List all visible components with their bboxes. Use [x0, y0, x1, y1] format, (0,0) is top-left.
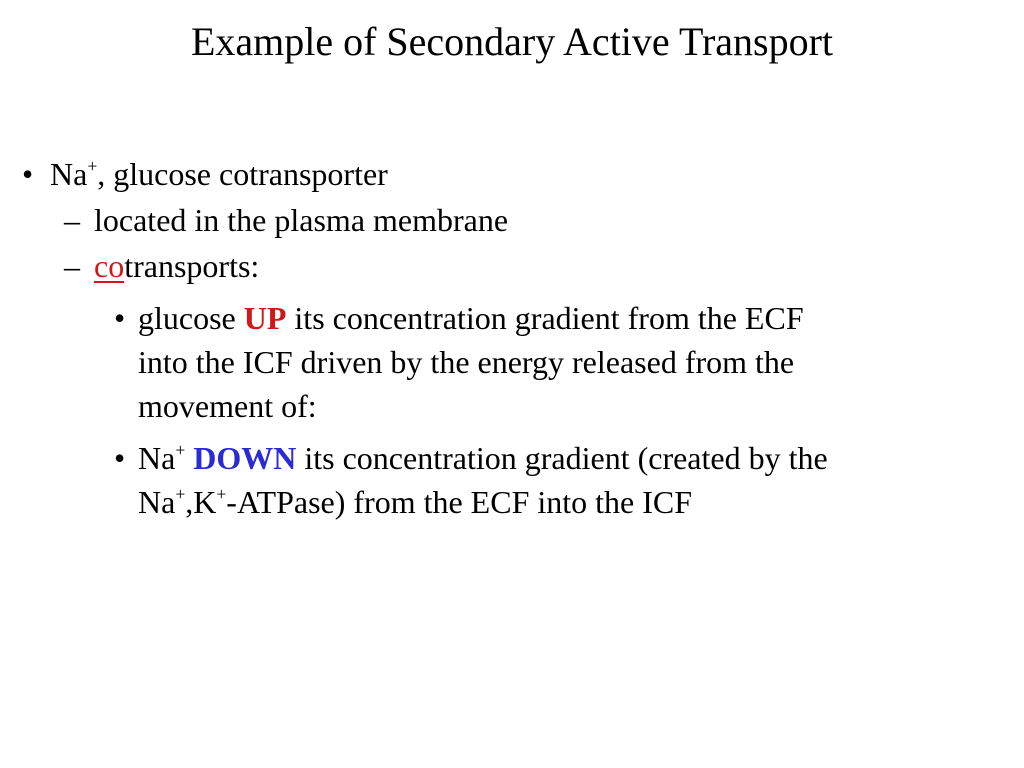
cotransports-rest: transports:	[124, 248, 260, 284]
na-text: Na	[50, 156, 88, 192]
superscript-plus: +	[87, 155, 98, 176]
glucose-text: glucose	[138, 300, 236, 336]
bullet-rest-text: , glucose cotransporter	[97, 156, 388, 192]
k-text: ,K	[185, 484, 217, 520]
down-emphasis: DOWN	[193, 440, 297, 476]
slide-title: Example of Secondary Active Transport	[190, 19, 834, 64]
dash-marker: –	[64, 248, 80, 284]
na-text: Na	[138, 440, 176, 476]
na-down-line	[138, 436, 828, 480]
glucose-line-2: into the ICF driven by the energy released from the	[138, 344, 795, 380]
superscript-plus: +	[175, 439, 186, 460]
atpase-rest-text: -ATPase) from the ECF into the ICF	[226, 484, 693, 520]
sub-bullet-cotransports	[94, 244, 259, 288]
up-emphasis: UP	[243, 300, 287, 336]
dash-marker: –	[64, 202, 80, 238]
bullet-marker: •	[114, 300, 126, 336]
superscript-plus: +	[175, 483, 186, 504]
glucose-line-3: movement of:	[138, 388, 317, 424]
bullet-na-glucose-cotransporter	[50, 152, 388, 196]
na-k-atpase-line	[138, 480, 692, 524]
co-emphasis: co	[94, 248, 125, 284]
superscript-plus: +	[216, 483, 227, 504]
glucose-up-line	[138, 296, 804, 340]
glucose-rest-text: its concentration gradient from the ECF	[294, 300, 804, 336]
sub-bullet-location: located in the plasma membrane	[94, 202, 509, 238]
na-text: Na	[138, 484, 176, 520]
bullet-marker: •	[114, 440, 126, 476]
bullet-marker: •	[22, 156, 34, 192]
na-down-rest-text: its concentration gradient (created by the	[304, 440, 828, 476]
